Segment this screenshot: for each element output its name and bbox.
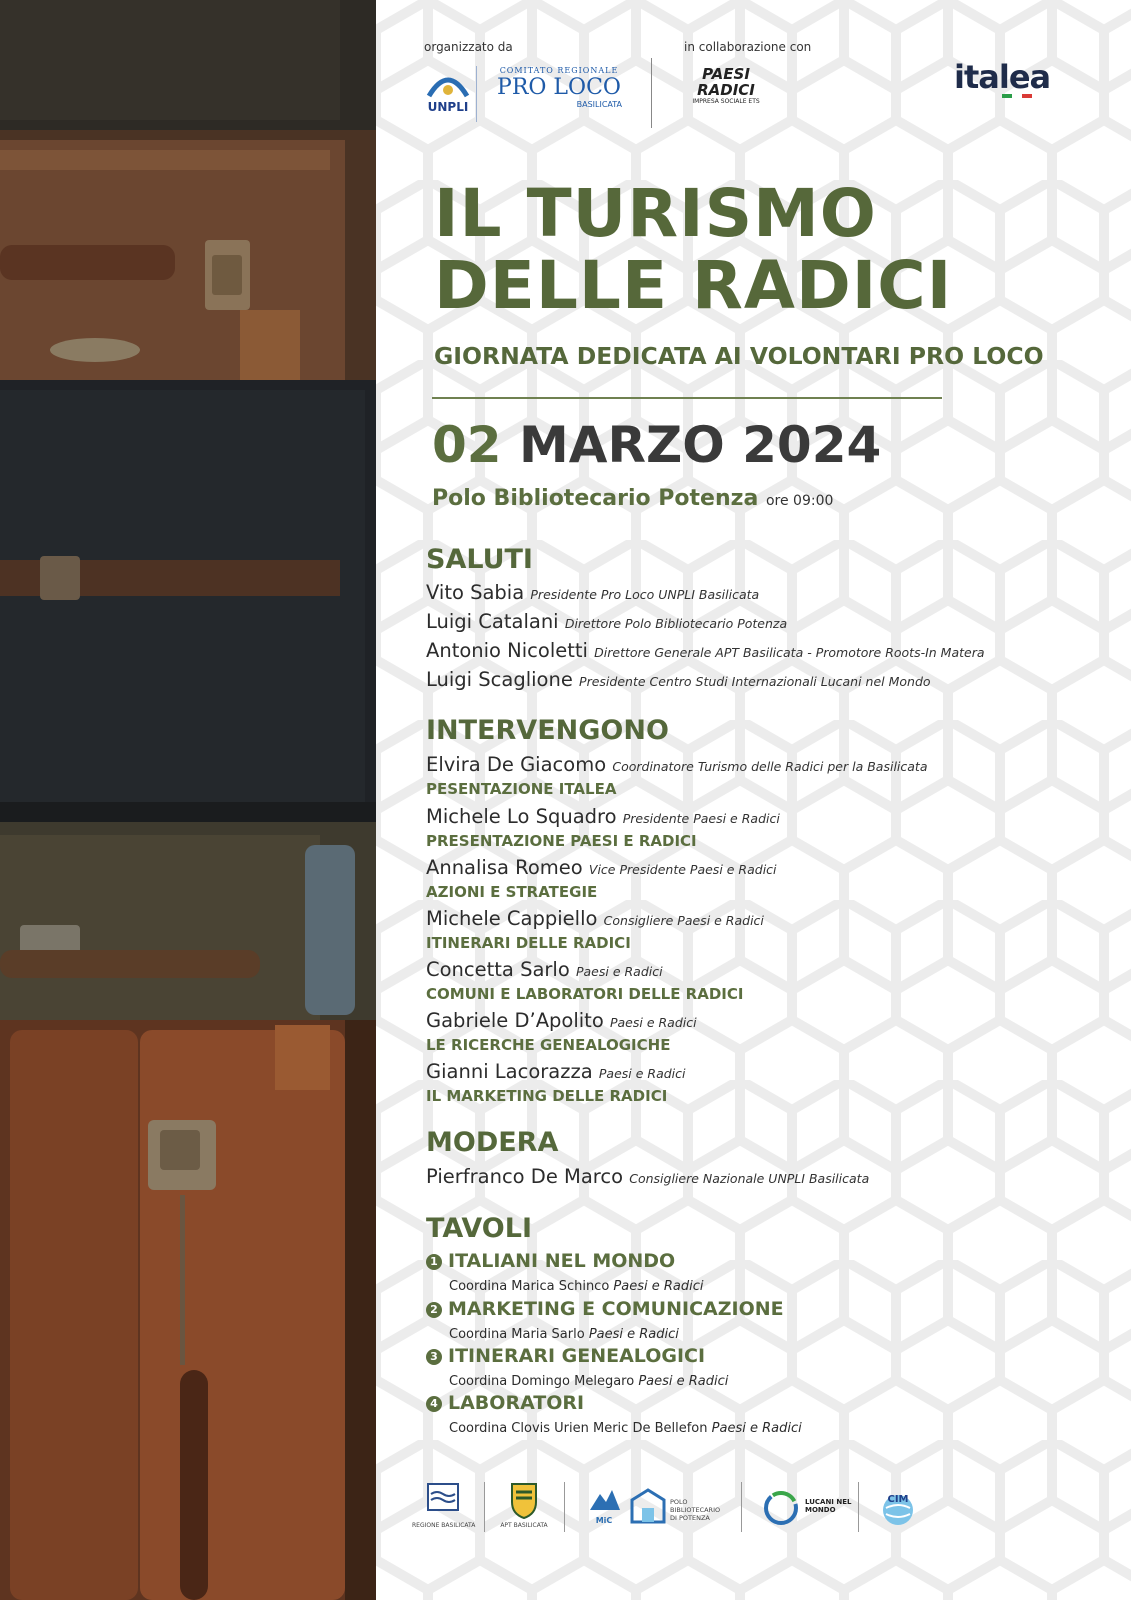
venue-name: Polo Bibliotecario Potenza — [432, 486, 759, 511]
table-item — [426, 1250, 675, 1272]
mic-caption: MiC — [595, 1516, 613, 1525]
speaker-role: Paesi e Radici — [609, 1015, 697, 1030]
speaker-topic: LE RICERCHE GENEALOGICHE — [426, 1036, 671, 1054]
speaker-name: Elvira De Giacomo — [426, 753, 607, 776]
speaker — [426, 856, 777, 879]
saluti-person — [426, 668, 931, 691]
person-role: Presidente Pro Loco UNPLI Basilicata — [530, 587, 760, 602]
suitcases-illustration — [0, 0, 376, 1600]
speaker — [426, 805, 780, 828]
proloco-logo — [484, 66, 634, 109]
event-time: ore 09:00 — [765, 493, 834, 509]
collaboration-label: in collaborazione con — [684, 40, 812, 54]
coordinator-name: Coordina Maria Sarlo — [449, 1327, 585, 1342]
proloco-top-text: COMITATO REGIONALE — [499, 66, 619, 75]
saluti-person — [426, 639, 985, 662]
coordinator-org: Paesi e Radici — [638, 1374, 729, 1389]
person-name: Luigi Catalani — [426, 610, 559, 633]
event-title — [434, 175, 953, 324]
speaker — [426, 958, 663, 981]
table-title: ITALIANI NEL MONDO — [448, 1250, 676, 1272]
unpli-emblem-icon — [423, 70, 473, 100]
speaker — [426, 907, 764, 930]
coordinator-org: Paesi e Radici — [588, 1327, 679, 1342]
title-line-1: IL TURISMO — [434, 175, 877, 252]
coordinator-org: Paesi e Radici — [711, 1421, 802, 1436]
title-divider — [432, 397, 942, 399]
polo-bibliotecario-logo — [628, 1480, 728, 1536]
table-coordinator — [449, 1327, 679, 1342]
event-subtitle: GIORNATA DEDICATA AI VOLONTARI PRO LOCO — [434, 342, 1044, 370]
speaker — [426, 1009, 697, 1032]
person-name: Antonio Nicoletti — [426, 639, 588, 662]
table-title: LABORATORI — [448, 1392, 585, 1414]
speaker-role: Consigliere Paesi e Radici — [603, 913, 764, 928]
unpli-logo — [422, 70, 474, 114]
date-day: 02 — [432, 416, 502, 474]
content-panel — [376, 0, 1131, 1600]
paesi-top-text: PAESI — [702, 65, 750, 83]
mic-icon — [586, 1480, 622, 1520]
saluti-person — [426, 610, 787, 633]
event-venue — [432, 486, 833, 511]
globe-ring-icon — [761, 1488, 801, 1528]
unpli-text: UNPLI — [427, 100, 469, 114]
header-separator — [651, 58, 652, 128]
number-badge: 4 — [426, 1396, 442, 1412]
speaker-topic: PESENTAZIONE ITALEA — [426, 780, 617, 798]
speaker-topic: ITINERARI DELLE RADICI — [426, 934, 631, 952]
table-coordinator — [449, 1279, 704, 1294]
speaker-topic: AZIONI E STRATEGIE — [426, 883, 598, 901]
italea-text: italea — [954, 58, 1051, 96]
speaker-topic: PRESENTAZIONE PAESI E RADICI — [426, 832, 697, 850]
table-coordinator — [449, 1421, 802, 1436]
regione-basilicata-logo — [412, 1480, 476, 1536]
footer-separator — [741, 1482, 742, 1532]
coordinator-name: Coordina Domingo Melegaro — [449, 1374, 635, 1389]
speaker-name: Annalisa Romeo — [426, 856, 583, 879]
library-icon — [628, 1486, 668, 1526]
polo-caption: POLO BIBLIOTECARIO DI POTENZA — [670, 1498, 721, 1522]
person-name: Vito Sabia — [426, 581, 525, 604]
table-title: ITINERARI GENEALOGICI — [448, 1345, 706, 1367]
suitcases-photo — [0, 0, 376, 1600]
apt-shield-icon — [504, 1480, 544, 1520]
speaker — [426, 753, 927, 776]
paesi-sub-text: IMPRESA SOCIALE ETS — [692, 98, 760, 105]
speaker-name: Michele Cappiello — [426, 907, 598, 930]
moderator-name: Pierfranco De Marco — [426, 1165, 624, 1188]
speaker-topic: COMUNI E LABORATORI DELLE RADICI — [426, 985, 744, 1003]
italea-logo — [954, 58, 1050, 98]
lucani-nel-mondo-logo — [761, 1480, 871, 1536]
modera-heading: MODERA — [426, 1127, 559, 1158]
logo-divider — [476, 66, 477, 122]
table-coordinator — [449, 1374, 728, 1389]
saluti-heading: SALUTI — [426, 544, 533, 575]
table-item — [426, 1298, 784, 1320]
number-badge: 3 — [426, 1349, 442, 1365]
proloco-sub-text: BASILICATA — [576, 100, 622, 109]
regione-crest-icon — [418, 1480, 468, 1520]
footer-separator — [858, 1482, 859, 1532]
person-role: Direttore Polo Bibliotecario Potenza — [564, 616, 788, 631]
mic-logo — [586, 1480, 622, 1536]
regione-caption: REGIONE BASILICATA — [412, 1522, 476, 1529]
coordinator-org: Paesi e Radici — [613, 1279, 704, 1294]
speaker — [426, 1060, 685, 1083]
footer-separator — [564, 1482, 565, 1532]
paesi-radici-logo — [681, 66, 771, 105]
event-date — [432, 416, 881, 474]
speaker-role: Vice Presidente Paesi e Radici — [588, 862, 777, 877]
speaker-role: Paesi e Radici — [598, 1066, 686, 1081]
moderator — [426, 1165, 869, 1188]
apt-basilicata-logo — [500, 1480, 548, 1536]
speaker-role: Coordinatore Turismo delle Radici per la Basilicata — [612, 759, 928, 774]
title-line-2: DELLE RADICI — [434, 247, 953, 324]
table-item — [426, 1345, 705, 1367]
person-role: Presidente Centro Studi Internazionali Lucani nel Mondo — [579, 674, 931, 689]
speaker-name: Gabriele D’Apolito — [426, 1009, 604, 1032]
speaker-name: Michele Lo Squadro — [426, 805, 617, 828]
coordinator-name: Coordina Marica Schinco — [449, 1279, 610, 1294]
speaker-role: Paesi e Radici — [575, 964, 663, 979]
date-month-year: MARZO 2024 — [519, 416, 882, 474]
cim-logo — [878, 1480, 918, 1536]
speaker-name: Concetta Sarlo — [426, 958, 570, 981]
speaker-topic: IL MARKETING DELLE RADICI — [426, 1087, 668, 1105]
cim-caption: CIM — [887, 1494, 909, 1505]
organized-by-label: organizzato da — [424, 40, 513, 54]
number-badge: 1 — [426, 1254, 442, 1270]
person-name: Luigi Scaglione — [426, 668, 573, 691]
apt-caption: APT BASILICATA — [500, 1522, 548, 1529]
speaker-name: Gianni Lacorazza — [426, 1060, 593, 1083]
footer-separator — [484, 1482, 485, 1532]
coordinator-name: Coordina Clovis Urien Meric De Bellefon — [449, 1421, 708, 1436]
intervengono-heading: INTERVENGONO — [426, 715, 669, 746]
saluti-person — [426, 581, 759, 604]
paesi-main-text: RADICI — [697, 81, 755, 99]
proloco-main-text: PRO LOCO — [497, 75, 621, 100]
person-role: Direttore Generale APT Basilicata - Promotore Roots-In Matera — [594, 645, 985, 660]
speaker-role: Presidente Paesi e Radici — [622, 811, 780, 826]
table-title: MARKETING E COMUNICAZIONE — [448, 1298, 784, 1320]
tavoli-heading: TAVOLI — [426, 1213, 533, 1244]
number-badge: 2 — [426, 1302, 442, 1318]
moderator-role: Consigliere Nazionale UNPLI Basilicata — [629, 1171, 870, 1186]
lucani-caption: LUCANI NEL MONDO — [805, 1498, 852, 1514]
table-item — [426, 1392, 584, 1414]
